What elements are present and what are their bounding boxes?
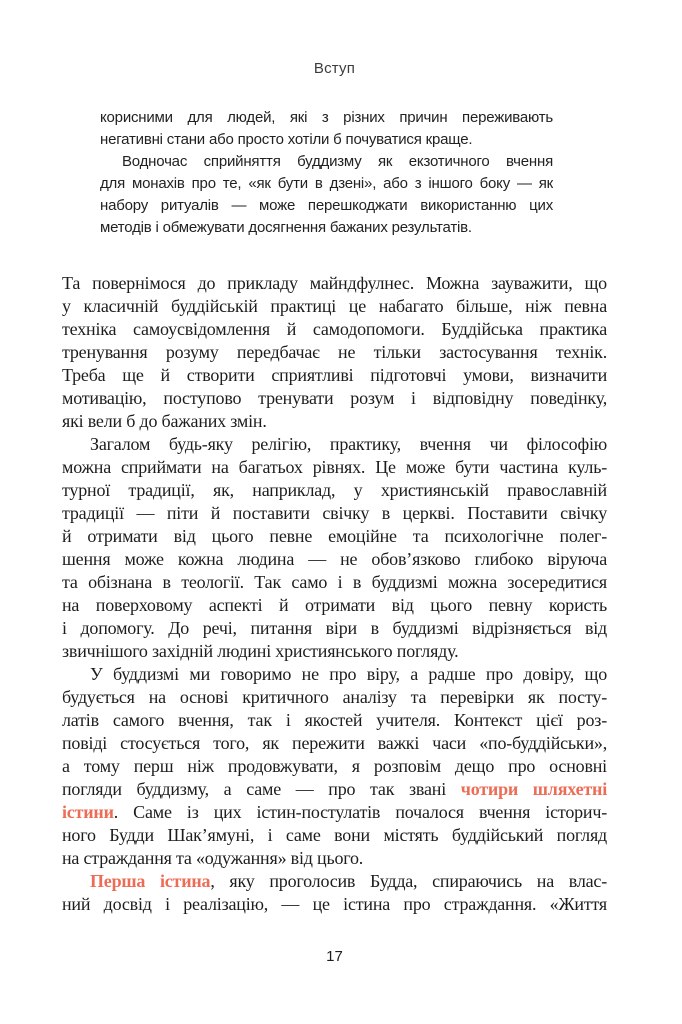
text-run: , яку проголосив Будда, спираючись на влас- — [210, 871, 607, 891]
text-run: та обізнана в теології. Так само і в буддизмі можна зосередитися — [62, 572, 607, 592]
text-run: . Саме із цих істин-постулатів почалося вчення історич- — [113, 802, 607, 822]
text-line — [62, 732, 607, 755]
body-text — [62, 272, 607, 916]
text-run: і допомогу. До речі, питання віри в буддизмі відрізняється від — [62, 618, 607, 638]
text-line — [100, 173, 553, 195]
text-line — [62, 295, 607, 318]
text-line — [62, 870, 607, 893]
quote-block — [100, 107, 553, 239]
text-run: У буддизмі ми говоримо не про віру, а радше про довіру, що — [90, 664, 607, 684]
text-line — [62, 893, 607, 916]
text-line — [62, 663, 607, 686]
text-run: повіді стосується того, як пережити важкі часи «по-буддійськи», — [62, 733, 607, 753]
text-line — [62, 686, 607, 709]
text-line — [62, 571, 607, 594]
running-header: Вступ — [313, 60, 356, 77]
text-run: а тому перш ніж продовжувати, я розповім дещо про основні — [62, 756, 607, 776]
text-line — [100, 217, 553, 239]
text-run: на страждання та «одужання» від цього. — [62, 848, 364, 868]
paragraph — [62, 433, 607, 663]
text-run: шення може кожна людина — не обов’язково глибоко віруюча — [62, 549, 607, 569]
text-run: можна сприймати на багатьох рівнях. Це може бути частина куль- — [62, 457, 607, 477]
text-line — [62, 272, 607, 295]
text-line — [62, 456, 607, 479]
text-line — [62, 755, 607, 778]
text-run: ного Будди Шак’ямуні, і саме вони містять буддійський погляд — [62, 825, 607, 845]
text-run: Загалом будь-яку релігію, практику, вчення чи філософію — [90, 434, 607, 454]
highlighted-term: істини — [62, 802, 114, 822]
text-run: для монахів про те, «як бути в дзені», або з іншого боку — як — [100, 175, 553, 192]
highlighted-term: Перша істина — [90, 871, 211, 891]
text-run: ний досвід і реалізацію, — це істина про страждання. «Життя — [62, 894, 607, 914]
text-line — [62, 525, 607, 548]
text-line — [62, 364, 607, 387]
text-line — [62, 778, 607, 801]
text-line — [62, 801, 607, 824]
highlighted-term: чотири шляхетні — [460, 779, 607, 799]
paragraph — [62, 272, 607, 433]
paragraph — [62, 663, 607, 870]
text-line — [62, 433, 607, 456]
text-line — [62, 479, 607, 502]
text-line — [100, 107, 553, 129]
text-line — [62, 709, 607, 732]
text-run: турної традиції, як, наприклад, у християнській православній — [62, 480, 607, 500]
text-run: й отримати від цього певне емоційне та психологічне полег- — [62, 526, 607, 546]
text-run: техніка самоусвідомлення й самодопомоги. Буддійська практика — [62, 319, 607, 339]
text-line — [100, 129, 553, 151]
text-run: у класичній буддійській практиці це набагато більше, ніж певна — [62, 296, 607, 316]
text-run: які вели б до бажаних змін. — [62, 411, 267, 431]
text-run: латів самого вчення, так і якостей учителя. Контекст цієї роз- — [62, 710, 607, 730]
text-line — [62, 847, 607, 870]
text-line — [62, 318, 607, 341]
text-line — [62, 410, 607, 433]
text-run: традиції — піти й поставити свічку в церкві. Поставити свічку — [62, 503, 607, 523]
text-run: корисними для людей, які з різних причин переживають — [100, 109, 553, 126]
text-run: Треба ще й створити сприятливі підготовчі умови, визначити — [62, 365, 607, 385]
text-line — [62, 341, 607, 364]
text-line — [62, 387, 607, 410]
page-number: 17 — [326, 948, 343, 965]
paragraph — [62, 870, 607, 916]
text-run: Водночас сприйняття буддизму як екзотичного вчення — [122, 153, 553, 170]
text-line — [100, 195, 553, 217]
text-run: Та повернімося до прикладу майндфулнес. Можна зауважити, що — [62, 273, 607, 293]
text-run: методів і обмежувати досягнення бажаних результатів. — [100, 219, 472, 236]
text-line — [62, 824, 607, 847]
text-run: мотивацію, поступово тренувати розум і відповідну поведінку, — [62, 388, 607, 408]
text-line — [100, 151, 553, 173]
text-line — [62, 594, 607, 617]
text-line — [62, 548, 607, 571]
text-line — [62, 502, 607, 525]
text-run: звичнішого західній людині християнського погляду. — [62, 641, 459, 661]
text-run: набору ритуалів — може перешкоджати використанню цих — [100, 197, 553, 214]
text-run: будується на основі критичного аналізу та перевірки як посту- — [62, 687, 607, 707]
text-run: тренування розуму передбачає не тільки застосування технік. — [62, 342, 607, 362]
text-line — [62, 617, 607, 640]
text-run: негативні стани або просто хотіли б почуватися краще. — [100, 131, 473, 148]
text-line — [62, 640, 607, 663]
text-run: погляди буддизму, а саме — про так звані — [62, 779, 461, 799]
text-run: на поверховому аспекті й отримати від цього певну користь — [62, 595, 607, 615]
